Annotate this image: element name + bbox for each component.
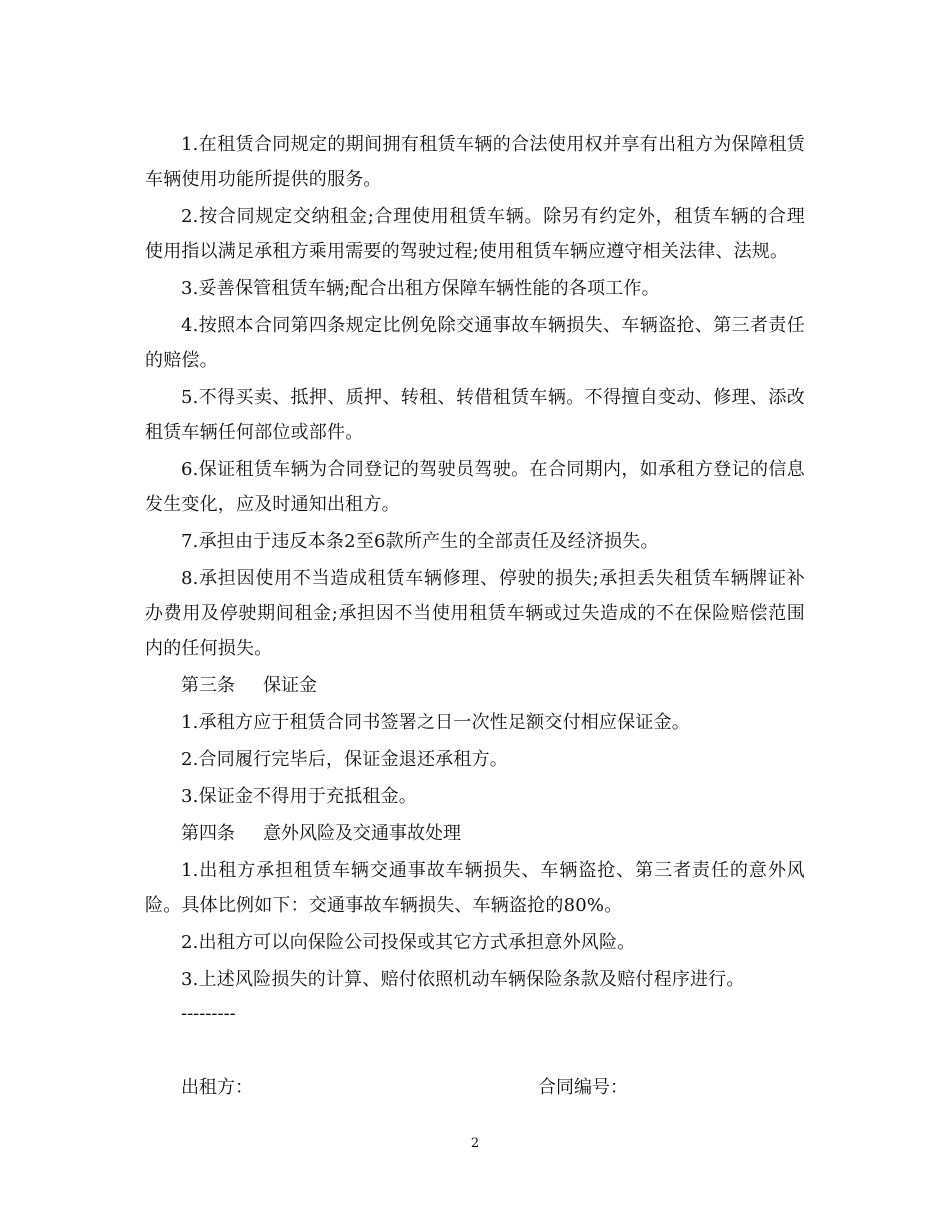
section-number: 第四条 xyxy=(181,823,235,844)
deposit-item-1: 1.承租方应于租赁合同书签署之日一次性足额交付相应保证金。 xyxy=(181,712,690,733)
section-number: 第三条 xyxy=(181,675,235,696)
clause-item-5: 5.不得买卖、抵押、质押、转租、转借租赁车辆。不得擅自变动、修理、添改租赁车辆任何部位或部件。 xyxy=(145,387,805,443)
risk-item-2: 2.出租方可以向保险公司投保或其它方式承担意外风险。 xyxy=(181,932,636,953)
clause-item-6: 6.保证租赁车辆为合同登记的驾驶员驾驶。在合同期内，如承租方登记的信息发生变化，应及时通知出租方。 xyxy=(145,459,805,515)
risk-item-3: 3.上述风险损失的计算、赔付依照机动车辆保险条款及赔付程序进行。 xyxy=(181,969,745,990)
section-heading-3 xyxy=(145,668,805,703)
separator-line: --------- xyxy=(181,1003,236,1024)
signature-row xyxy=(181,1073,741,1103)
clause-item-1: 1.在租赁合同规定的期间拥有租赁车辆的合法使用权并享有出租方为保障租赁车辆使用功能所提供的服务。 xyxy=(145,134,805,190)
clause-item-8: 8.承担因使用不当造成租赁车辆修理、停驶的损失;承担丢失租赁车辆牌证补办费用及停驶期间租金;承担因不当使用租赁车辆或过失造成的不在保险赔偿范围内的任何损失。 xyxy=(145,568,805,659)
section-title: 保证金 xyxy=(263,675,317,696)
risk-item-1: 1.出租方承担租赁车辆交通事故车辆损失、车辆盗抢、第三者责任的意外风险。具体比例如下：交通事故车辆损失、车辆盗抢的80%。 xyxy=(145,860,805,916)
deposit-item-2: 2.合同履行完毕后，保证金退还承租方。 xyxy=(181,749,508,770)
clause-item-7: 7.承担由于违反本条2至6款所产生的全部责任及经济损失。 xyxy=(181,531,659,552)
page-number: 2 xyxy=(470,1136,480,1151)
clause-item-3: 3.妥善保管租赁车辆;配合出租方保障车辆性能的各项工作。 xyxy=(181,278,660,299)
clause-item-4: 4.按照本合同第四条规定比例免除交通事故车辆损失、车辆盗抢、第三者责任的赔偿。 xyxy=(145,315,805,371)
contract-number-label: 合同编号： xyxy=(538,1077,628,1098)
deposit-item-3: 3.保证金不得用于充抵租金。 xyxy=(181,786,417,807)
clause-item-2: 2.按合同规定交纳租金;合理使用租赁车辆。除另有约定外，租赁车辆的合理使用指以满足承租方乘用需要的驾驶过程;使用租赁车辆应遵守相关法律、法规。 xyxy=(145,206,805,262)
section-heading-4 xyxy=(145,816,805,851)
section-title: 意外风险及交通事故处理 xyxy=(263,823,461,844)
document-body xyxy=(145,127,805,1029)
lessor-label: 出租方： xyxy=(181,1077,253,1098)
